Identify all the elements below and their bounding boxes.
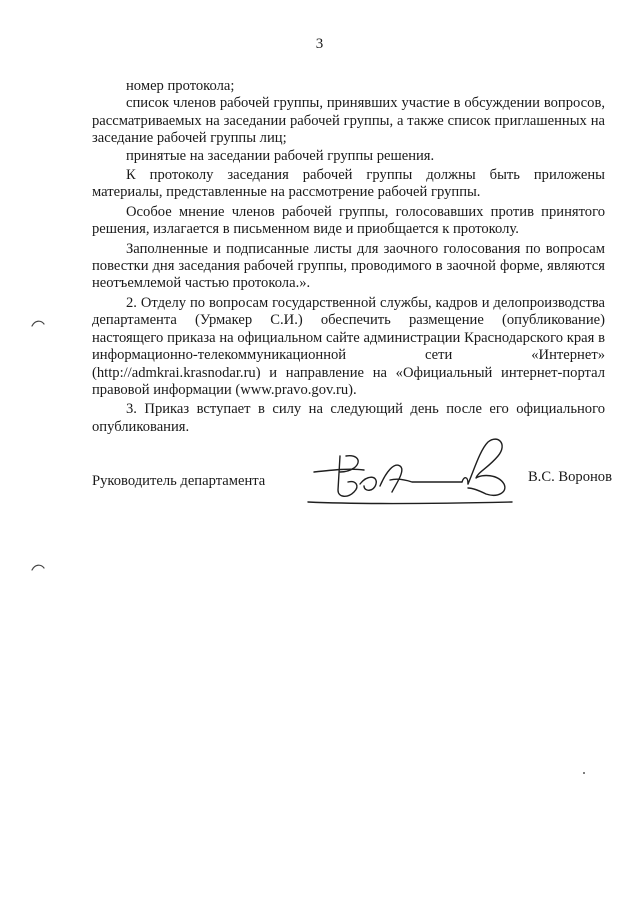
paragraph-dissenting-opinion: Особое мнение членов рабочей группы, голосовавших против принятого решения, излагается в письменном виде и приобщается к протоколу. — [92, 203, 605, 238]
signature-block — [92, 460, 612, 520]
paragraph-item-3: 3. Приказ вступает в силу на следующий день после его официального опубликования. — [92, 401, 605, 435]
punch-hole-mark — [30, 562, 46, 572]
paragraph-attachments: К протоколу заседания рабочей группы должны быть приложены материалы, представленные на рассмотрение рабочей группы. — [92, 167, 605, 201]
signer-name: В.С. Воронов — [527, 469, 612, 485]
paragraph-decisions: принятые на заседании рабочей группы решения. — [126, 147, 435, 164]
handwritten-signature — [302, 432, 517, 518]
page-number: 3 — [315, 36, 324, 52]
document-body — [92, 78, 605, 436]
paragraph-absentee-voting: Заполненные и подписанные листы для заочного голосования по вопросам повестки дня заседания рабочей группы, проводимого в заочной форме, являются неотъемлемой частью протокола.». — [92, 240, 605, 292]
signer-position: Руководитель департамента — [92, 473, 266, 489]
paragraph-member-list: список членов рабочей группы, принявших участие в обсуждении вопросов, рассматриваемых на заседании рабочей группы, а также список приглашенных на заседание рабочей группы лиц; — [92, 95, 605, 147]
paragraph-protocol-number: номер протокола; — [126, 78, 235, 94]
paragraph-item-2: 2. Отделу по вопросам государственной службы, кадров и делопроизводства департамента (Урмакер С.И.) обеспечить размещение (опубликование) настоящего приказа на официальном сайте администрации Краснодарского края в информационно-телекоммуникационной сети «Интернет» (http://admkrai.krasnodar.ru) и направление на «Официальный интернет-портал правовой информации (www.pravo.gov.ru). — [92, 294, 605, 398]
scan-speck — [583, 772, 585, 774]
punch-hole-mark — [30, 318, 46, 328]
